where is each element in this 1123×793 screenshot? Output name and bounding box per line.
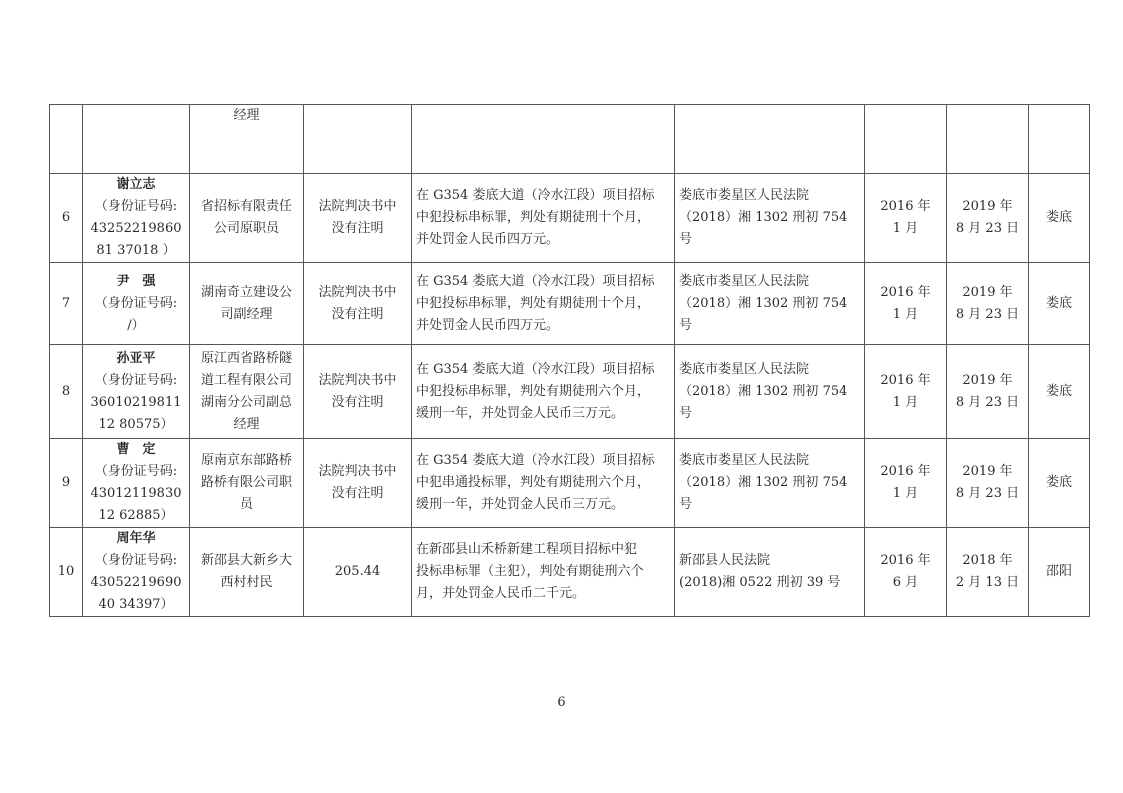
cell-amount-line: 法院判决书中 [318,372,397,388]
cell-amount [304,345,412,439]
id-number-label: （身份证号码: [94,295,178,311]
cell-description-line: 中犯投标串标罪，判处有期徒刑六个月， [416,383,651,399]
cell-start-date-line: 6 月 [892,575,919,590]
cell-name [83,439,190,528]
cell-unit-line: 司副经理 [220,306,273,322]
cell-unit [190,174,304,263]
cell-unit-line: 道工程有限公司 [200,372,292,388]
cell-court-line: 娄底市娄星区人民法院 [679,361,810,377]
cell-start-date [865,345,947,439]
person-name: 周年华 [116,531,156,546]
cell-description-line: 并处罚金人民币四万元。 [416,232,560,247]
cell-description-line: 在 G354 娄底大道（冷水江段）项目招标 [416,188,655,203]
cell-end-date-line: 8 月 23 日 [955,394,1020,410]
cell-start-date [865,105,947,174]
cell-amount-line: 法院判决书中 [318,464,397,479]
table-row [50,263,1090,345]
cell-amount-line: 没有注明 [331,221,384,236]
cell-no: 8 [50,345,83,439]
cell-start-date-line: 2016 年 [880,372,931,388]
cell-description-line: 在 G354 娄底大道（冷水江段）项目招标 [416,273,655,289]
cell-no: 6 [50,174,83,263]
cell-no [50,105,83,174]
cell-unit [190,439,304,528]
cell-description-line: 中犯串通投标罪，判处有期徒刑六个月， [416,475,651,490]
cell-description-line: 在 G354 娄底大道（冷水江段）项目招标 [416,361,655,377]
id-number-value: /） [127,317,145,333]
cell-amount-line: 法院判决书中 [318,199,397,214]
cell-unit [190,345,304,439]
cell-unit-line: 西村村民 [220,575,273,590]
cell-court-line: (2018)湘 0522 刑初 39 号 [679,575,841,590]
cell-start-date-line: 2016 年 [880,199,931,214]
cell-description-line: 并处罚金人民币四万元。 [416,317,560,333]
cell-no: 9 [50,439,83,528]
cell-name [83,174,190,263]
cell-court-line: 娄底市娄星区人民法院 [679,188,810,203]
id-number-value: 4325221986081 37018 ） [90,221,182,258]
cell-unit-line: 湖南分公司副总 [200,394,292,410]
cell-area: 娄底 [1029,263,1090,345]
cell-start-date [865,263,947,345]
cell-amount-line: 没有注明 [331,394,384,410]
cell-description [412,105,675,174]
person-name: 曹 定 [116,442,156,457]
cell-unit-line: 原南京东部路桥 [200,453,292,468]
table-row-continuation [50,105,1090,174]
id-number-label: （身份证号码: [94,199,178,214]
cell-name [83,263,190,345]
cell-description [412,528,675,617]
cell-start-date-line: 1 月 [892,221,919,236]
cell-start-date [865,528,947,617]
cell-unit-line: 原江西省路桥隧 [200,350,292,366]
cell-end-date [947,263,1029,345]
cell-description-line: 中犯投标串标罪，判处有期徒刑十个月， [416,210,651,225]
cell-court-line: （2018）湘 1302 刑初 754 号 [679,383,848,421]
cell-unit-line: 员 [239,497,253,512]
cell-unit-line: 经理 [233,416,260,432]
cell-area: 邵阳 [1029,528,1090,617]
cell-end-date [947,528,1029,617]
cell-area [1029,105,1090,174]
cell-description [412,263,675,345]
cell-court [675,439,865,528]
cell-description-line: 投标串标罪（主犯），判处有期徒刑六个 [416,564,644,579]
cell-start-date-line: 1 月 [892,394,919,410]
cell-start-date-line: 1 月 [892,306,919,322]
cell-court [675,174,865,263]
table-row [50,528,1090,617]
cell-unit: 经理 [190,105,304,174]
id-number-value: 4305221969040 34397） [90,575,182,612]
cell-description [412,174,675,263]
table-row [50,345,1090,439]
cell-start-date-line: 2016 年 [880,284,931,300]
cell-description [412,439,675,528]
cell-end-date-line: 2019 年 [962,284,1013,300]
id-number-label: （身份证号码: [94,372,178,388]
cell-court [675,528,865,617]
cell-unit [190,528,304,617]
cell-amount [304,528,412,617]
cell-area: 娄底 [1029,345,1090,439]
cell-name [83,345,190,439]
id-number-label: （身份证号码: [94,553,178,568]
cell-court-line: 娄底市娄星区人民法院 [679,273,810,289]
id-number-label: （身份证号码: [94,464,178,479]
cell-court [675,105,865,174]
person-name: 孙亚平 [116,350,156,366]
cell-start-date-line: 2016 年 [880,464,931,479]
cell-court [675,345,865,439]
table-row [50,174,1090,263]
cell-unit-line: 湖南奇立建设公 [200,284,292,300]
cell-area: 娄底 [1029,174,1090,263]
cell-amount [304,439,412,528]
person-name: 谢立志 [116,177,156,192]
cell-description-line: 在新邵县山禾桥新建工程项目招标中犯 [416,542,638,557]
cell-court-line: 娄底市娄星区人民法院 [679,453,810,468]
cell-start-date [865,439,947,528]
cell-start-date-line: 2016 年 [880,553,931,568]
cell-end-date-line: 2019 年 [962,372,1013,388]
cell-description-line: 缓刑一年，并处罚金人民币三万元。 [416,405,625,421]
cell-end-date [947,174,1029,263]
cell-no: 7 [50,263,83,345]
person-name: 尹 强 [116,273,156,289]
cell-start-date [865,174,947,263]
cell-amount [304,105,412,174]
table-row [50,439,1090,528]
cell-amount-line: 没有注明 [331,486,384,501]
cell-unit-line: 路桥有限公司职 [200,475,292,490]
cell-end-date [947,105,1029,174]
cell-court-line: （2018）湘 1302 刑初 754 号 [679,475,848,512]
page-number: 6 [557,695,566,710]
cell-amount-line: 205.44 [334,564,381,579]
cell-end-date-line: 8 月 23 日 [955,221,1020,236]
cell-amount [304,263,412,345]
cell-court-line: （2018）湘 1302 刑初 754 号 [679,210,848,247]
id-number-value: 4301211983012 62885） [90,486,182,523]
cell-end-date-line: 8 月 23 日 [955,486,1020,501]
cell-end-date-line: 2019 年 [962,199,1013,214]
cell-end-date-line: 2 月 13 日 [955,575,1020,590]
table-body [50,105,1090,617]
cell-amount [304,174,412,263]
cell-name [83,528,190,617]
cell-unit-line: 新邵县大新乡大 [200,553,292,568]
records-table [49,104,1090,617]
cell-start-date-line: 1 月 [892,486,919,501]
cell-amount-line: 没有注明 [331,306,384,322]
cell-end-date-line: 2019 年 [962,464,1013,479]
cell-end-date-line: 8 月 23 日 [955,306,1020,322]
cell-amount-line: 法院判决书中 [318,284,397,300]
cell-court [675,263,865,345]
cell-description-line: 在 G354 娄底大道（冷水江段）项目招标 [416,453,655,468]
cell-description-line: 月，并处罚金人民币二千元。 [416,586,586,601]
cell-unit [190,263,304,345]
cell-no: 10 [50,528,83,617]
cell-end-date [947,345,1029,439]
cell-description-line: 中犯投标串标罪，判处有期徒刑十个月， [416,295,651,311]
cell-description-line: 缓刑一年，并处罚金人民币三万元。 [416,497,625,512]
cell-court-line: 新邵县人民法院 [679,553,771,568]
cell-court-line: （2018）湘 1302 刑初 754 号 [679,295,848,333]
cell-name [83,105,190,174]
cell-end-date [947,439,1029,528]
id-number-value: 3601021981112 80575） [90,394,182,432]
cell-area: 娄底 [1029,439,1090,528]
cell-unit-line: 公司原职员 [213,221,279,236]
cell-unit-line: 省招标有限责任 [200,199,292,214]
cell-description [412,345,675,439]
cell-end-date-line: 2018 年 [962,553,1013,568]
